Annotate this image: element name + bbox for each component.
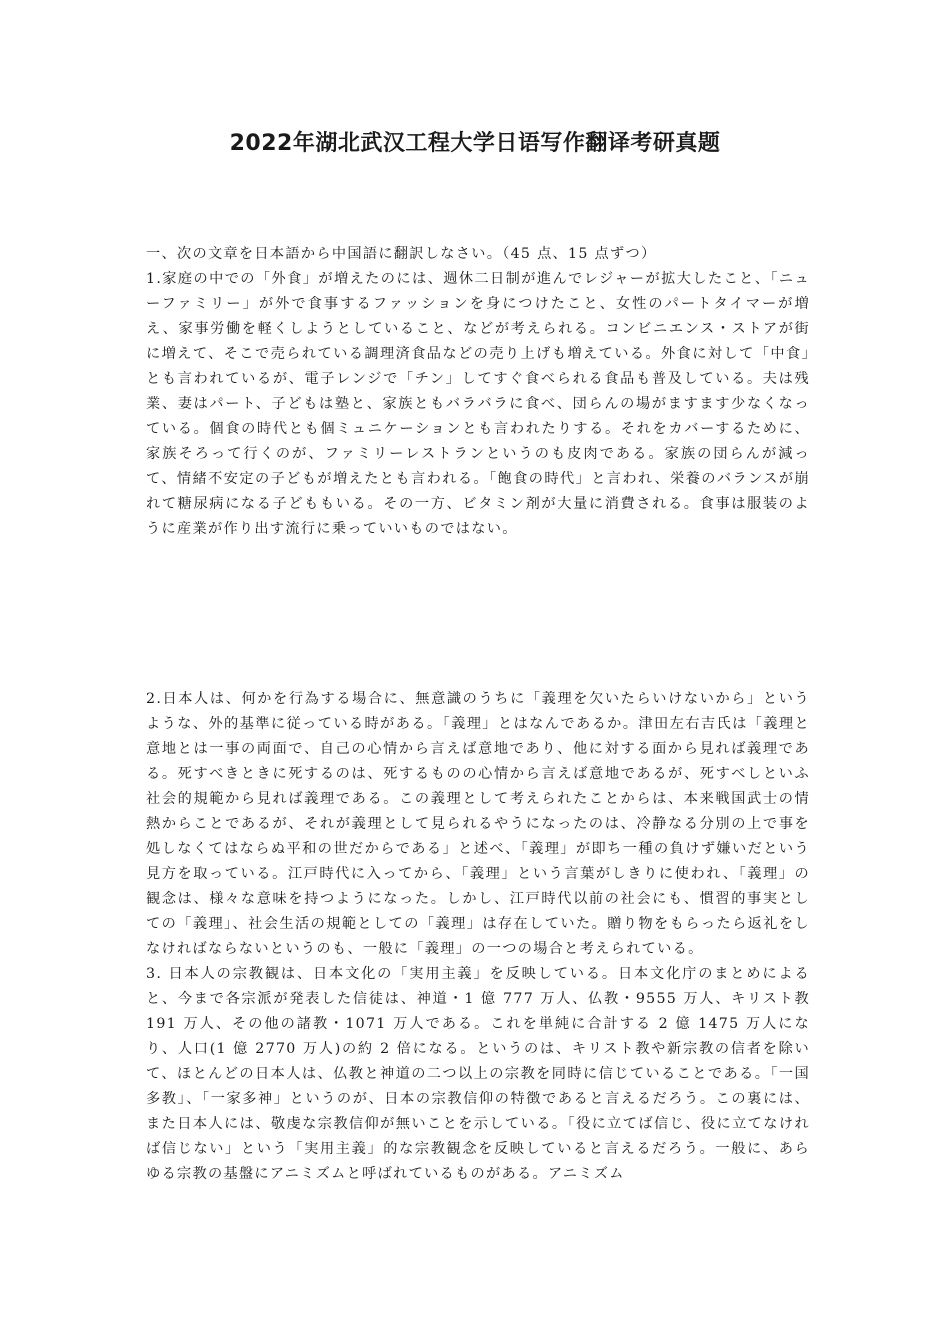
section-1 — [146, 242, 810, 542]
section-heading: 一、次の文章を日本語から中国語に翻訳しなさい。（45 点、15 点ずつ） — [146, 246, 657, 262]
passage-2: 2.日本人は、何かを行為する場合に、無意識のうちに「義理を欠いたらいけないから」というような、外的基準に従っている時がある。「義理」とはなんであるか。津田左右吉氏は「義理と意地とは一事の両面で、自己の心情から言えば意地であり、他に対する面から見れば義理である。死すべきときに死するのは、死するものの心情から言えば意地であるが、死すべしといふ社会的規範から見れば義理である。この義理として考えられたことからは、本来戦国武士の情熱からことであるが、それが義理として見られるやうになったのは、冷静なる分別の上で事を処しなくてはならぬ平和の世だからである」と述べ、「義理」が即ち一種の負けず嫌いだという見方を取っている。江戸時代に入ってから、「義理」という言葉がしきりに使われ、「義理」の観念は、様々な意味を持つようになった。しかし、江戸時代以前の社会にも、慣習的事実としての「義理」、社会生活の規範としての「義理」は存在していた。贈り物をもらったら返礼をしなければならないというのも、一般に「義理」の一つの場合と考えられている。 — [146, 691, 810, 957]
passage-3: 3. 日本人の宗教観は、日本文化の「実用主義」を反映している。日本文化庁のまとめによると、今まで各宗派が発表した信徒は、神道・1 億 777 万人、仏教・9555 万人、キリスト教 191 万人、その他の諸教・1071 万人である。これを単純に合計する 2 億 1475 万人になり、人口(1 億 2770 万人)の約 2 倍になる。というのは、キリスト教や新宗教の信者を除いて、ほとんどの日本人は、仏教と神道の二つ以上の宗教を同時に信じていることである。「一国多教」、「一家多神」というのが、日本の宗教信仰の特徴であると言えるだろう。この裏には、また日本人には、敬虔な宗教信仰が無いことを示している。「役に立てば信じ、役に立てなければ信じない」という「実用主義」的な宗教観念を反映していると言えるだろう。一般に、あらゆる宗教の基盤にアニミズムと呼ばれているものがある。アニミズム — [146, 966, 810, 1182]
passage-1: 1.家庭の中での「外食」が増えたのには、週休二日制が進んでレジャーが拡大したこと、「ニューファミリー」が外で食事するファッションを身につけたこと、女性のパートタイマーが増え、家事労働を軽くしようとしていること、などが考えられる。コンビニエンス・ストアが街に増えて、そこで売られている調理済食品などの売り上げも増えている。外食に対して「中食」とも言われているが、電子レンジで「チン」してすぐ食べられる食品も普及している。夫は残業、妻はパート、子どもは塾と、家族ともバラバラに食べ、団らんの場がますます少なくなっている。個食の時代とも個ミュニケーションとも言われたりする。それをカバーするために、家族そろって行くのが、ファミリーレストランというのも皮肉である。家族の団らんが減って、情緒不安定の子どもが増えたとも言われる。「飽食の時代」と言われ、栄養のバランスが崩れて糖尿病になる子どももいる。その一方、ビタミン剤が大量に消費される。食事は服装のように産業が作り出す流行に乗っていいものではない。 — [146, 271, 810, 537]
section-2 — [146, 687, 810, 1187]
page-title: 2022年湖北武汉工程大学日语写作翻译考研真题 — [229, 131, 721, 156]
